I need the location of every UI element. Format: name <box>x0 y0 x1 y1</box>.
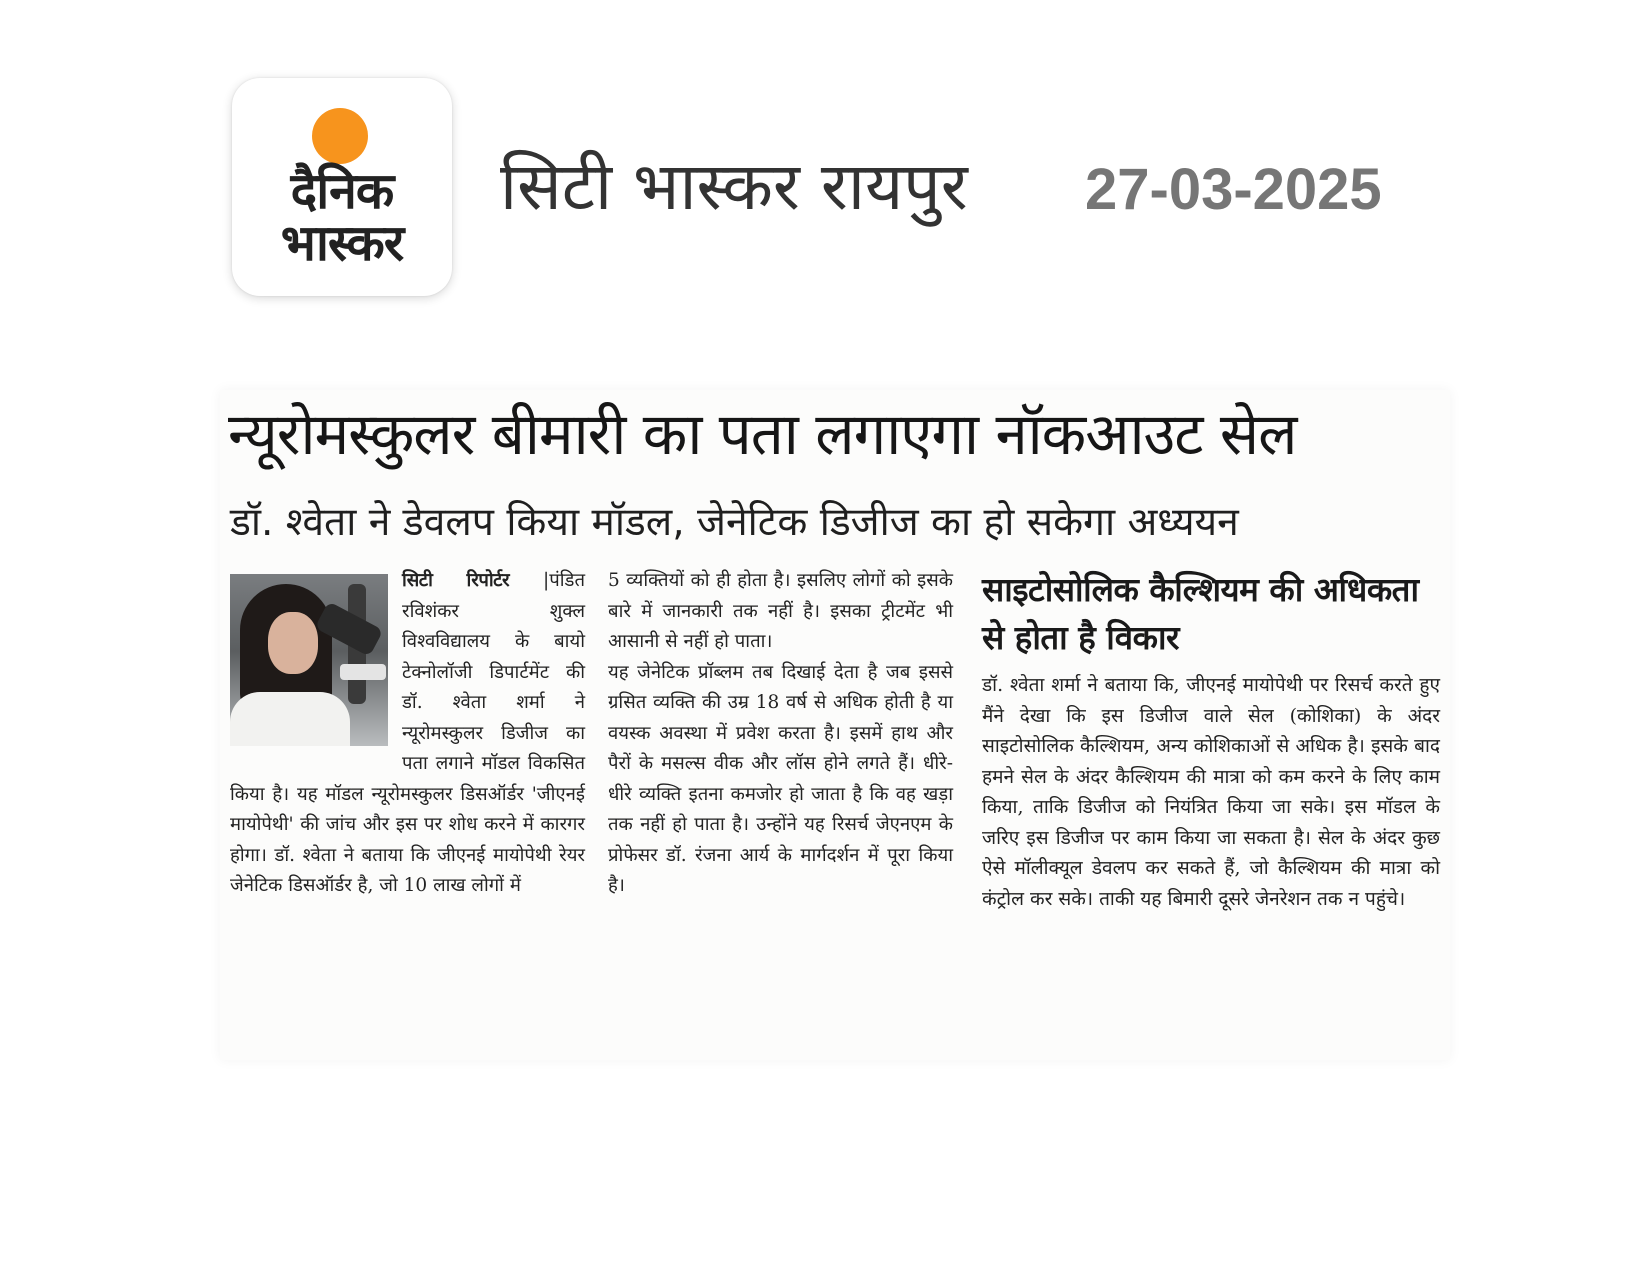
edition-title: सिटी भास्कर रायपुर <box>500 148 968 225</box>
article-subheadline: डॉ. श्वेता ने डेवलप किया मॉडल, जेनेटिक डिजीज का हो सकेगा अध्ययन <box>230 500 1239 545</box>
byline: सिटी रिपोर्टर <box>402 570 510 591</box>
dainik-bhaskar-logo <box>232 78 452 296</box>
logo-line-1: दैनिक <box>290 162 394 220</box>
column-2-paragraph-1: 5 व्यक्तियों को ही होता है। इसलिए लोगों को इसके बारे में जानकारी तक नहीं है। इसका ट्रीटमेंट भी आसानी से नहीं हो पाता। <box>608 570 953 652</box>
side-heading: साइटोसोलिक कैल्शियम की अधिकता से होता है विकार <box>982 570 1419 657</box>
sun-icon <box>312 108 368 164</box>
column-2-paragraph-2: यह जेनेटिक प्रॉब्लम तब दिखाई देता है जब इससे ग्रसित व्यक्ति की उम्र 18 वर्ष से अधिक होती है या वयस्क अवस्था में प्रवेश करता है। इसमें हाथ और पैरों के मसल्स वीक और लॉस होने लगते हैं। धीरे-धीरे व्यक्ति इतना कमजोर हो जाता है कि वह खड़ा तक नहीं हो पाता है। उन्होंने यह रिसर्च जेएनएम के प्रोफेसर डॉ. रंजना आर्य के मार्गदर्शन में पूरा किया है। <box>608 661 953 896</box>
column-3-text: डॉ. श्वेता शर्मा ने बताया कि, जीएनई मायोपेथी पर रिसर्च करते हुए मैंने देखा कि इस डिजीज वाले सेल (कोशिका) के अंदर साइटोसोलिक कैल्शियम, अन्य कोशिकाओं से अधिक है। इसके बाद हमने सेल के अंदर कैल्शियम की मात्रा को कम करने के लिए काम किया, ताकि डिजीज को नियंत्रित किया जा सके। इस मॉडल के जरिए इस डिजीज पर काम किया जा सकता है। सेल के अंदर कुछ ऐसे मॉलीक्यूल डेवलप कर सकते हैं, जो कैल्शियम की मात्रा को कंट्रोल कर सके। ताकी यह बिमारी दूसरे जेनरेशन तक न पहुंचे। <box>982 674 1440 910</box>
logo-line-2: भास्कर <box>280 214 404 272</box>
researcher-photo <box>230 574 388 746</box>
article-headline: न्यूरोमस्कुलर बीमारी का पता लगाएगा नॉकआउट सेल <box>228 400 1297 468</box>
article-column-1 <box>230 566 585 902</box>
news-clipping <box>220 390 1450 1060</box>
column-1-text: |पंडित रविशंकर शुक्ल विश्वविद्यालय के बायो टेक्नोलॉजी डिपार्टमेंट की डॉ. श्वेता शर्मा ने न्यूरोमस्कुलर डिजीज का पता लगाने मॉडल विकसित किया है। यह मॉडल न्यूरोमस्कुलर डिसऑर्डर 'जीएनई मायोपेथी' की जांच और इस पर शोध करने में कारगर होगा। डॉ. श्वेता ने बताया कि जीएनई मायोपेथी रेयर जेनेटिक डिसऑर्डर है, जो 10 लाख लोगों में <box>230 570 585 896</box>
edition-date: 27-03-2025 <box>1085 157 1382 222</box>
article-column-3 <box>982 566 1440 914</box>
article-column-2 <box>608 566 953 902</box>
